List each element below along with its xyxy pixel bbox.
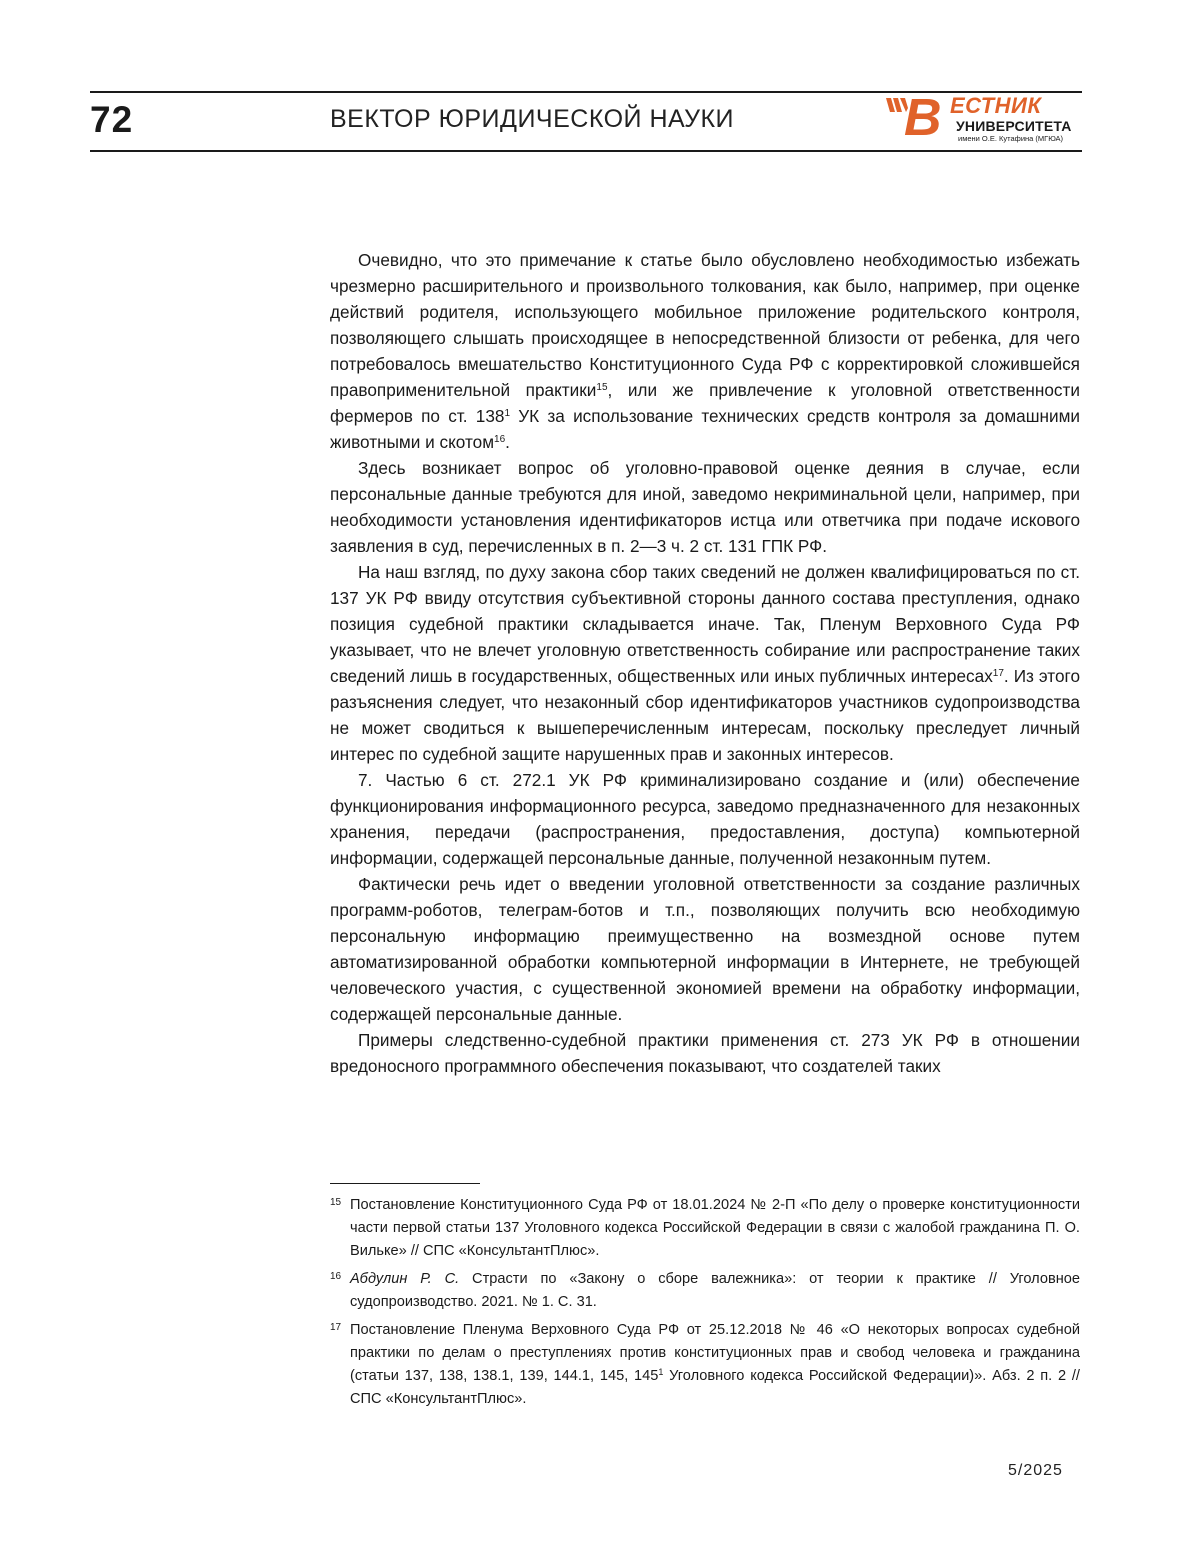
footnote-text: Страсти по «Закону о сборе валежника»: от теории к практике // Уголовное судопроизводство. 2021. № 1. С. 31. (350, 1271, 1080, 1310)
paragraph-4: 7. Частью 6 ст. 272.1 УК РФ криминализировано создание и (или) обеспечение функционирования информационного ресурса, заведомо предназначенного для незаконных хранения, передачи (распространения, предоставления, доступа) компьютерной информации, содержащей персональные данные, полученной незаконным путем. (330, 770, 1080, 868)
footnote-text: Постановление Конституционного Суда РФ от 18.01.2024 № 2-П «По делу о проверке конституционности части первой статьи 137 Уголовного кодекса Российской Федерации в связи с жалобой гражданина П. О. Вильке» // СПС «КонсультантПлюс». (350, 1197, 1080, 1259)
footnote-separator (330, 1183, 480, 1184)
paragraph-2: Здесь возникает вопрос об уголовно-правовой оценке деяния в случае, если персональные данные требуются для иной, заведомо некриминальной цели, например, при необходимости установления идентификаторов истца или ответчика при подаче искового заявления в суд, перечисленных в п. 2—3 ч. 2 ст. 131 ГПК РФ. (330, 458, 1080, 556)
footnote-ref-17[interactable]: 17 (992, 668, 1004, 679)
footnote-text-a: Постановление Пленума Верховного Суда РФ от 25.12.2018 № 46 «О некоторых вопросах судебной практики по делам о преступлениях против конституционных прав и свобод человека и гражданина (статьи 137, 138, 138.1, 139, 144.1, 145, 145 (350, 1322, 1080, 1384)
paragraph-1 (330, 247, 1080, 455)
paragraph-3-text-b: . Из этого разъяснения следует, что незаконный сбор идентификаторов участников судопроизводства не может сводиться к вышеперечисленным интересам, поскольку преследует личный интерес по судебной защите нарушенных прав и законных интересов. (330, 666, 1080, 764)
paragraph-1-text-c: УК за использование технических средств контроля за домашними животными и скотом (330, 406, 1080, 452)
issue-number: 5/2025 (1008, 1462, 1063, 1479)
journal-logo (880, 89, 1082, 148)
article-body (330, 247, 1080, 1079)
footnote-15 (330, 1194, 1080, 1263)
header-bottom-rule (90, 150, 1082, 152)
logo-named-after: имени О.Е. Кутафина (МГЮА) (958, 134, 1064, 143)
footnote-number: 16 (330, 1271, 342, 1282)
logo-university: УНИВЕРСИТЕТА (956, 118, 1072, 134)
paragraph-5: Фактически речь идет о введении уголовной ответственности за создание различных программ-роботов, телеграм-ботов и т.п., позволяющих получить всю необходимую персональную информацию преимущественно на возмездной основе путем автоматизированной обработки компьютерной информации в Интернете, не требующей человеческого участия, с существенной экономией времени на обработку информации, содержащей персональные данные. (330, 874, 1080, 1024)
footnote-ref-16[interactable]: 16 (494, 434, 506, 445)
logo-letter: В (904, 89, 942, 147)
paragraph-6: Примеры следственно-судебной практики применения ст. 273 УК РФ в отношении вредоносного программного обеспечения показывают, что создателей таких (330, 1030, 1080, 1076)
logo-title: ЕСТНИК (950, 93, 1042, 118)
footnote-number: 15 (330, 1197, 342, 1208)
paragraph-1-text-b: , или же привлечение к уголовной ответственности фермеров по ст. 138 (330, 380, 1080, 426)
footnote-17 (330, 1319, 1080, 1411)
footnote-text-b: Уголовного кодекса Российской Федерации)». Абз. 2 п. 2 // СПС «КонсультантПлюс». (350, 1368, 1080, 1407)
section-title: ВЕКТОР ЮРИДИЧЕСКОЙ НАУКИ (330, 105, 735, 133)
footnote-16 (330, 1268, 1080, 1314)
footnote-author: Абдулин Р. С. (350, 1271, 460, 1287)
page-number: 72 (90, 99, 134, 140)
footnotes (330, 1194, 1080, 1416)
paragraph-3-text-a: На наш взгляд, по духу закона сбор таких сведений не должен квалифицироваться по ст. 137 УК РФ ввиду отсутствия субъективной стороны данного состава преступления, однако позиция судебной практики складывается иначе. Так, Пленум Верховного Суда РФ указывает, что не влечет уголовную ответственность собирание или распространение таких сведений лишь в государственных, общественных или иных публичных интересах (330, 562, 1080, 686)
superscript-138-1: 1 (504, 408, 511, 419)
footnote-ref-15[interactable]: 15 (596, 382, 608, 393)
paragraph-3 (330, 559, 1080, 767)
superscript-145-1: 1 (658, 1367, 664, 1377)
footnote-number: 17 (330, 1322, 342, 1333)
paragraph-1-text-a: Очевидно, что это примечание к статье было обусловлено необходимостью избежать чрезмерно расширительного и произвольного толкования, как было, например, при оценке действий родителя, использующего мобильное приложение родительского контроля, позволяющего слышать происходящее в непосредственной близости от ребенка, для чего потребовалось вмешательство Конституционного Суда РФ с корректировкой сложившейся правоприменительной практики (330, 250, 1080, 400)
paragraph-1-text-d: . (505, 432, 510, 452)
